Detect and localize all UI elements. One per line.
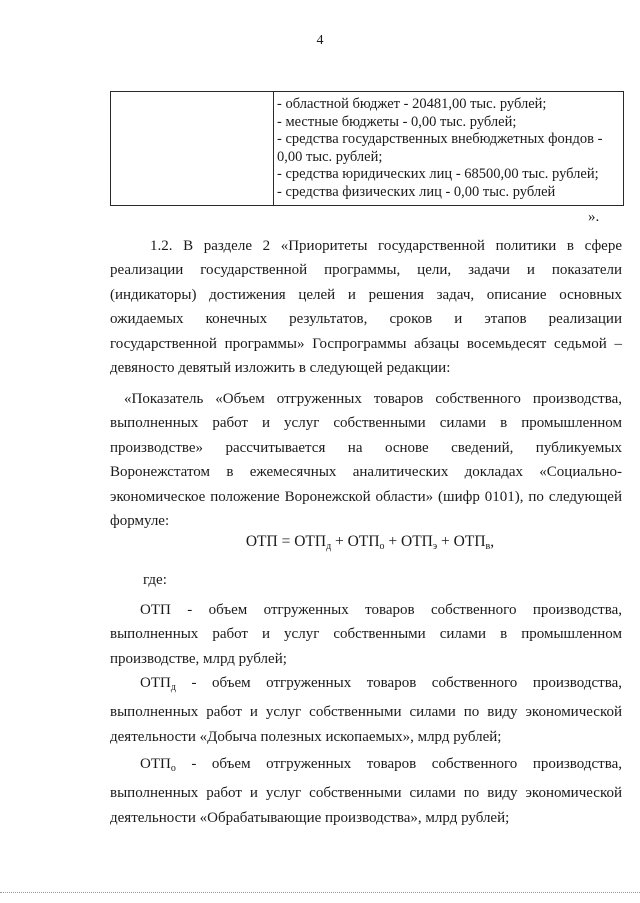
formula-trailing-comma: , [490, 533, 495, 550]
definition-otp-o [110, 752, 622, 830]
definition-otp-d [110, 671, 622, 749]
funding-sources-cell [274, 92, 624, 206]
formula-plus: + [384, 533, 402, 550]
definition-text: - объем отгруженных товаров собственного производства, выполненных работ и услуг собственными силами по виду экономической деятельности «Добыча полезных ископаемых», млрд рублей; [110, 675, 622, 745]
definition-term: $ОТП_д$ [140, 675, 176, 693]
table-cell-empty [111, 92, 274, 206]
formula-term-d: $ОТП_д$ [294, 533, 332, 552]
table-row [111, 92, 624, 206]
indicator-description-paragraph: «Показатель «Объем отгруженных товаров собственного производства, выполненных работ и услуг собственными силами в промышленном производстве» рассчитывается на основе сведений, публикуемых Воронежстатом в ежемесячных аналитических докладах «Социально-экономическое положение Воронежской области» (шифр 0101), по следующей формуле: [110, 391, 622, 530]
where-label: где: [143, 572, 167, 588]
page-number: 4 [316, 33, 324, 48]
formula-term-v: $ОТП_в$ [453, 533, 491, 552]
definition-otp [110, 598, 622, 671]
formula-term-o: $ОТП_о$ [347, 533, 385, 552]
formula-plus: + [437, 533, 454, 550]
amendment-paragraph: 1.2. В разделе 2 «Приоритеты государственной политики в сфере реализации государственной программы, цели, задачи и показатели (индикаторы) достижения целей и решения задач, описание основных ожидаемых конечных результатов, сроков и этапов реализации государственной программы» Госпрограммы абзацы восемьдесят седьмой – девяносто девятый изложить в следующей редакции: [110, 238, 622, 377]
definition-text: - объем отгруженных товаров собственного производства, выполненных работ и услуг собственными силами в промышленном производстве, млрд рублей; [110, 602, 622, 667]
bottom-page-edge [0, 892, 640, 893]
definition-term: $ОТП_о$ [140, 756, 176, 774]
funding-line-local-budgets: - местные бюджеты - 0,00 тыс. рублей; [277, 113, 517, 130]
funding-line-extrabudgetary-funds-amount: 0,00 тыс. рублей; [277, 148, 383, 165]
funding-line-extrabudgetary-funds: - средства государственных внебюджетных фондов - [277, 131, 603, 147]
formula [0, 533, 640, 552]
funding-sources-table [110, 91, 624, 206]
definition-text: - объем отгруженных товаров собственного производства, выполненных работ и услуг собственными силами по виду экономической деятельности «Обрабатывающие производства», млрд рублей; [110, 756, 622, 826]
funding-line-regional-budget: - областной бюджет - 20481,00 тыс. рублей; [277, 96, 547, 112]
closing-quote: ». [588, 209, 600, 225]
definition-term: ОТП [140, 602, 171, 618]
formula-plus: + [331, 533, 348, 550]
funding-line-individuals: - средства физических лиц - 0,00 тыс. рублей [277, 183, 556, 200]
formula-term-e: $ОТП_э$ [401, 533, 438, 552]
funding-line-legal-entities: - средства юридических лиц - 68500,00 тыс. рублей; [277, 166, 599, 182]
formula-equals: = [277, 533, 295, 550]
formula-lhs: ОТП [245, 533, 278, 550]
